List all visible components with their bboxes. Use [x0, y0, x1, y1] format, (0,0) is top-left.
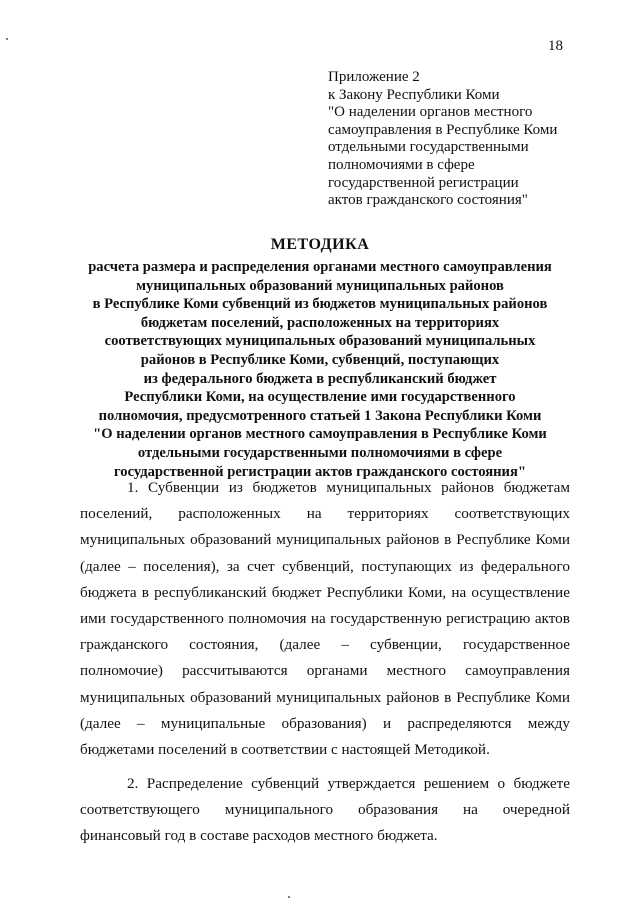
body-line [80, 771, 570, 797]
subtitle-line: бюджетам поселений, расположенных на территориях [140, 314, 500, 331]
word: рассчитываются [182, 662, 288, 680]
body-line [80, 501, 570, 527]
word: из [459, 557, 474, 575]
word: бюджетам [503, 479, 570, 496]
word: в [141, 583, 149, 601]
scan-speck [6, 38, 8, 40]
word: районов [386, 688, 440, 706]
word: 2. [127, 775, 139, 793]
word: муниципальных [80, 531, 186, 549]
subtitle-line: отдельными государственными полномочиями в сфере [137, 444, 503, 461]
word: – [128, 557, 136, 575]
word: бюджет [271, 583, 322, 601]
word: республиканский [154, 583, 267, 601]
word: федерального [480, 557, 570, 575]
appendix-line: полномочиями в сфере [328, 156, 475, 173]
word: – [341, 636, 349, 654]
body-line [80, 658, 570, 684]
word: Республике [456, 688, 531, 706]
word: (далее [80, 557, 121, 575]
word: муниципальных [326, 479, 432, 496]
word: соответствующих [454, 505, 570, 523]
word: Республики [326, 583, 403, 601]
word: решением [423, 775, 490, 793]
word: поселений, [80, 505, 153, 523]
word: (далее [80, 714, 121, 732]
word: Коми, [407, 583, 447, 601]
word: актов [534, 609, 570, 627]
word: осуществление [471, 583, 570, 601]
word: муниципальных [276, 531, 382, 549]
paragraph-2 [80, 771, 570, 850]
word: государственную [330, 609, 442, 627]
word: регистрацию [446, 609, 531, 627]
word: территориях [347, 505, 429, 523]
word: образований [190, 688, 272, 706]
word: из [228, 479, 243, 496]
word: ими [80, 609, 106, 627]
word: Коми [535, 531, 570, 549]
body-line [80, 711, 570, 737]
word: утверждается [327, 775, 416, 793]
word: органами [306, 662, 368, 680]
word: полномочие) [80, 662, 163, 680]
word: субвенции, [370, 636, 442, 654]
body-line [80, 685, 570, 711]
body-line [80, 475, 570, 501]
body-line [80, 580, 570, 606]
subtitle-line: муниципальных образований муниципальных районов [136, 277, 504, 294]
body-line: бюджетами поселений в соответствии с настоящей Методикой. [80, 740, 490, 758]
word: муниципального [224, 801, 334, 819]
word: бюджете [513, 775, 570, 793]
subtitle-line: Республики Коми, на осуществление ими государственного [124, 389, 516, 406]
word: образования) [281, 714, 367, 732]
word: муниципальных [276, 688, 382, 706]
subtitle-line: государственной регистрации актов гражданского состояния" [114, 463, 526, 480]
word: поселения), [143, 557, 220, 575]
word: поступающих [361, 557, 452, 575]
body-line [80, 632, 570, 658]
word: соответствующего [80, 801, 200, 819]
appendix-line: к Закону Республики Коми [328, 86, 500, 103]
word: расположенных [178, 505, 281, 523]
word: о [497, 775, 506, 793]
document-subtitle [60, 258, 580, 481]
word: состояния, [189, 636, 259, 654]
word: 1. [127, 479, 139, 496]
page-number: 18 [548, 38, 563, 54]
word: Распределение [146, 775, 243, 793]
word: муниципальные [160, 714, 266, 732]
word: очередной [502, 801, 570, 819]
title-block [60, 236, 580, 481]
word: бюджета [80, 583, 137, 601]
word: на [306, 505, 322, 523]
word: местного [386, 662, 446, 680]
appendix-header [328, 69, 557, 210]
word: Коми [535, 688, 570, 706]
word: в [444, 688, 452, 706]
body-line [80, 797, 570, 823]
appendix-line: Приложение 2 [328, 69, 420, 85]
word: гражданского [80, 636, 169, 654]
word: и [382, 714, 392, 732]
appendix-line: государственной регистрации [328, 174, 519, 191]
subtitle-line: районов в Республике Коми, субвенций, поступающих [140, 351, 500, 368]
word: муниципальных [80, 688, 186, 706]
word: образований [190, 531, 272, 549]
word: в [444, 531, 452, 549]
subtitle-line: в Республике Коми субвенций из бюджетов муниципальных районов [92, 296, 548, 313]
document-title: МЕТОДИКА [270, 236, 370, 253]
body-line: финансовый год в составе расходов местного бюджета. [80, 827, 438, 845]
word: самоуправления [465, 662, 570, 680]
word: государственное [462, 636, 570, 654]
body-line [80, 554, 570, 580]
word: на [310, 609, 326, 627]
word: государственного [110, 609, 224, 627]
word: районов [386, 531, 440, 549]
word: на [451, 583, 467, 601]
word: бюджетов [252, 479, 317, 496]
subtitle-line: из федерального бюджета в республиканский бюджет [143, 370, 497, 387]
word: субвенций [251, 775, 320, 793]
appendix-line: актов гражданского состояния" [328, 192, 528, 209]
paragraph-1 [80, 475, 570, 763]
appendix-line: самоуправления в Республике Коми [328, 121, 558, 138]
word: – [137, 714, 145, 732]
word: счет [247, 557, 275, 575]
subtitle-line: "О наделении органов местного самоуправления в Республике Коми [93, 426, 547, 443]
document-body [80, 475, 570, 850]
word: на [462, 801, 478, 819]
scan-speck [288, 896, 290, 898]
word: между [527, 714, 570, 732]
subtitle-line: соответствующих муниципальных образований муниципальных [104, 333, 536, 350]
word: за [226, 557, 240, 575]
appendix-line: "О наделении органов местного [328, 104, 533, 121]
body-line [80, 606, 570, 632]
word: распределяются [407, 714, 512, 732]
word: полномочия [228, 609, 307, 627]
word: Республике [456, 531, 531, 549]
body-line [80, 527, 570, 553]
word: Субвенции [147, 479, 220, 496]
subtitle-line: полномочия, предусмотренного статьей 1 Закона Республики Коми [98, 407, 542, 424]
subtitle-line: расчета размера и распределения органами местного самоуправления [88, 259, 552, 275]
word: (далее [279, 636, 321, 654]
word: районов [441, 479, 495, 496]
appendix-line: отдельными государственными [328, 139, 529, 156]
word: образования [357, 801, 439, 819]
word: субвенций, [282, 557, 354, 575]
